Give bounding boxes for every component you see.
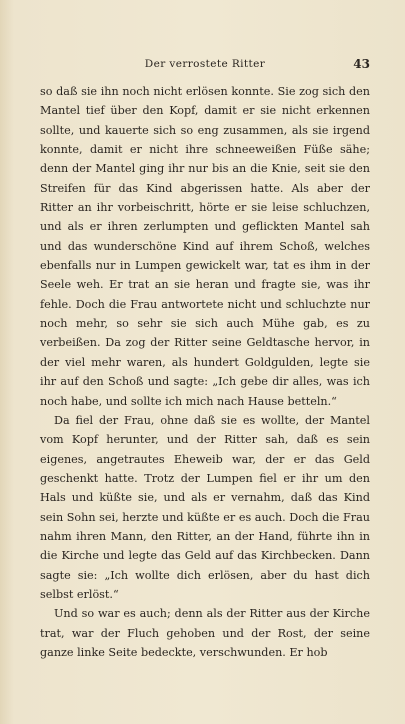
page-header [40, 58, 370, 74]
paragraph: Da fiel der Frau, ohne daß sie es wollte, der Mantel vom Kopf herunter, und der Ritter sah, daß es sein eigenes, angetrautes Eheweib war, der er das Geld geschenkt hatte. Trotz der Lumpen fiel er ihr um den Hals und küßte sie, und als er vernahm, daß das Kind sein Sohn sei, herzte und küßte er es auch. Doch die Frau nahm ihren Mann, den Ritter, an der Hand, führte ihn in die Kirche und legte das Geld auf das Kirchbecken. Dann sagte sie: „Ich wollte dich erlösen, aber du hast dich selbst erlöst.“ [40, 413, 370, 601]
running-title: Der verrostete Ritter [144, 58, 266, 70]
paragraph: so daß sie ihn noch nicht erlösen konnte. Sie zog sich den Mantel tief über den Kopf, damit er sie nicht erkennen sollte, und kauerte sich so eng zusammen, als sie irgend konnte, damit er nicht ihre schneeweißen Füße sähe; denn der Mantel ging ihr nur bis an die Knie, seit sie den Streifen für das Kind abgerissen hatte. Als aber der Ritter an ihr vorbeischritt, hörte er sie leise schluchzen, und als er ihren zerlumpten und geflickten Mantel sah und das wunderschöne Kind auf ihrem Schoß, welches ebenfalls nur in Lumpen gewickelt war, tat es ihm in der Seele weh. Er trat an sie heran und fragte sie, was ihr fehle. Doch die Frau antwortete nicht und schluchzte nur noch mehr, so sehr sie sich auch Mühe gab, es zu verbeißen. Da zog der Ritter seine Geldtasche hervor, in der viel mehr waren, als hundert Goldgulden, legte sie ihr auf den Schoß und sagte: „Ich gebe dir alles, was ich noch habe, und sollte ich mich nach Hause betteln.“ [40, 85, 370, 408]
body-text [40, 82, 370, 662]
page-number: 43 [353, 57, 370, 71]
paragraph: Und so war es auch; denn als der Ritter aus der Kirche trat, war der Fluch gehoben und der Rost, der seine ganze linke Seite bedeckte, verschwunden. Er hob [40, 607, 370, 659]
